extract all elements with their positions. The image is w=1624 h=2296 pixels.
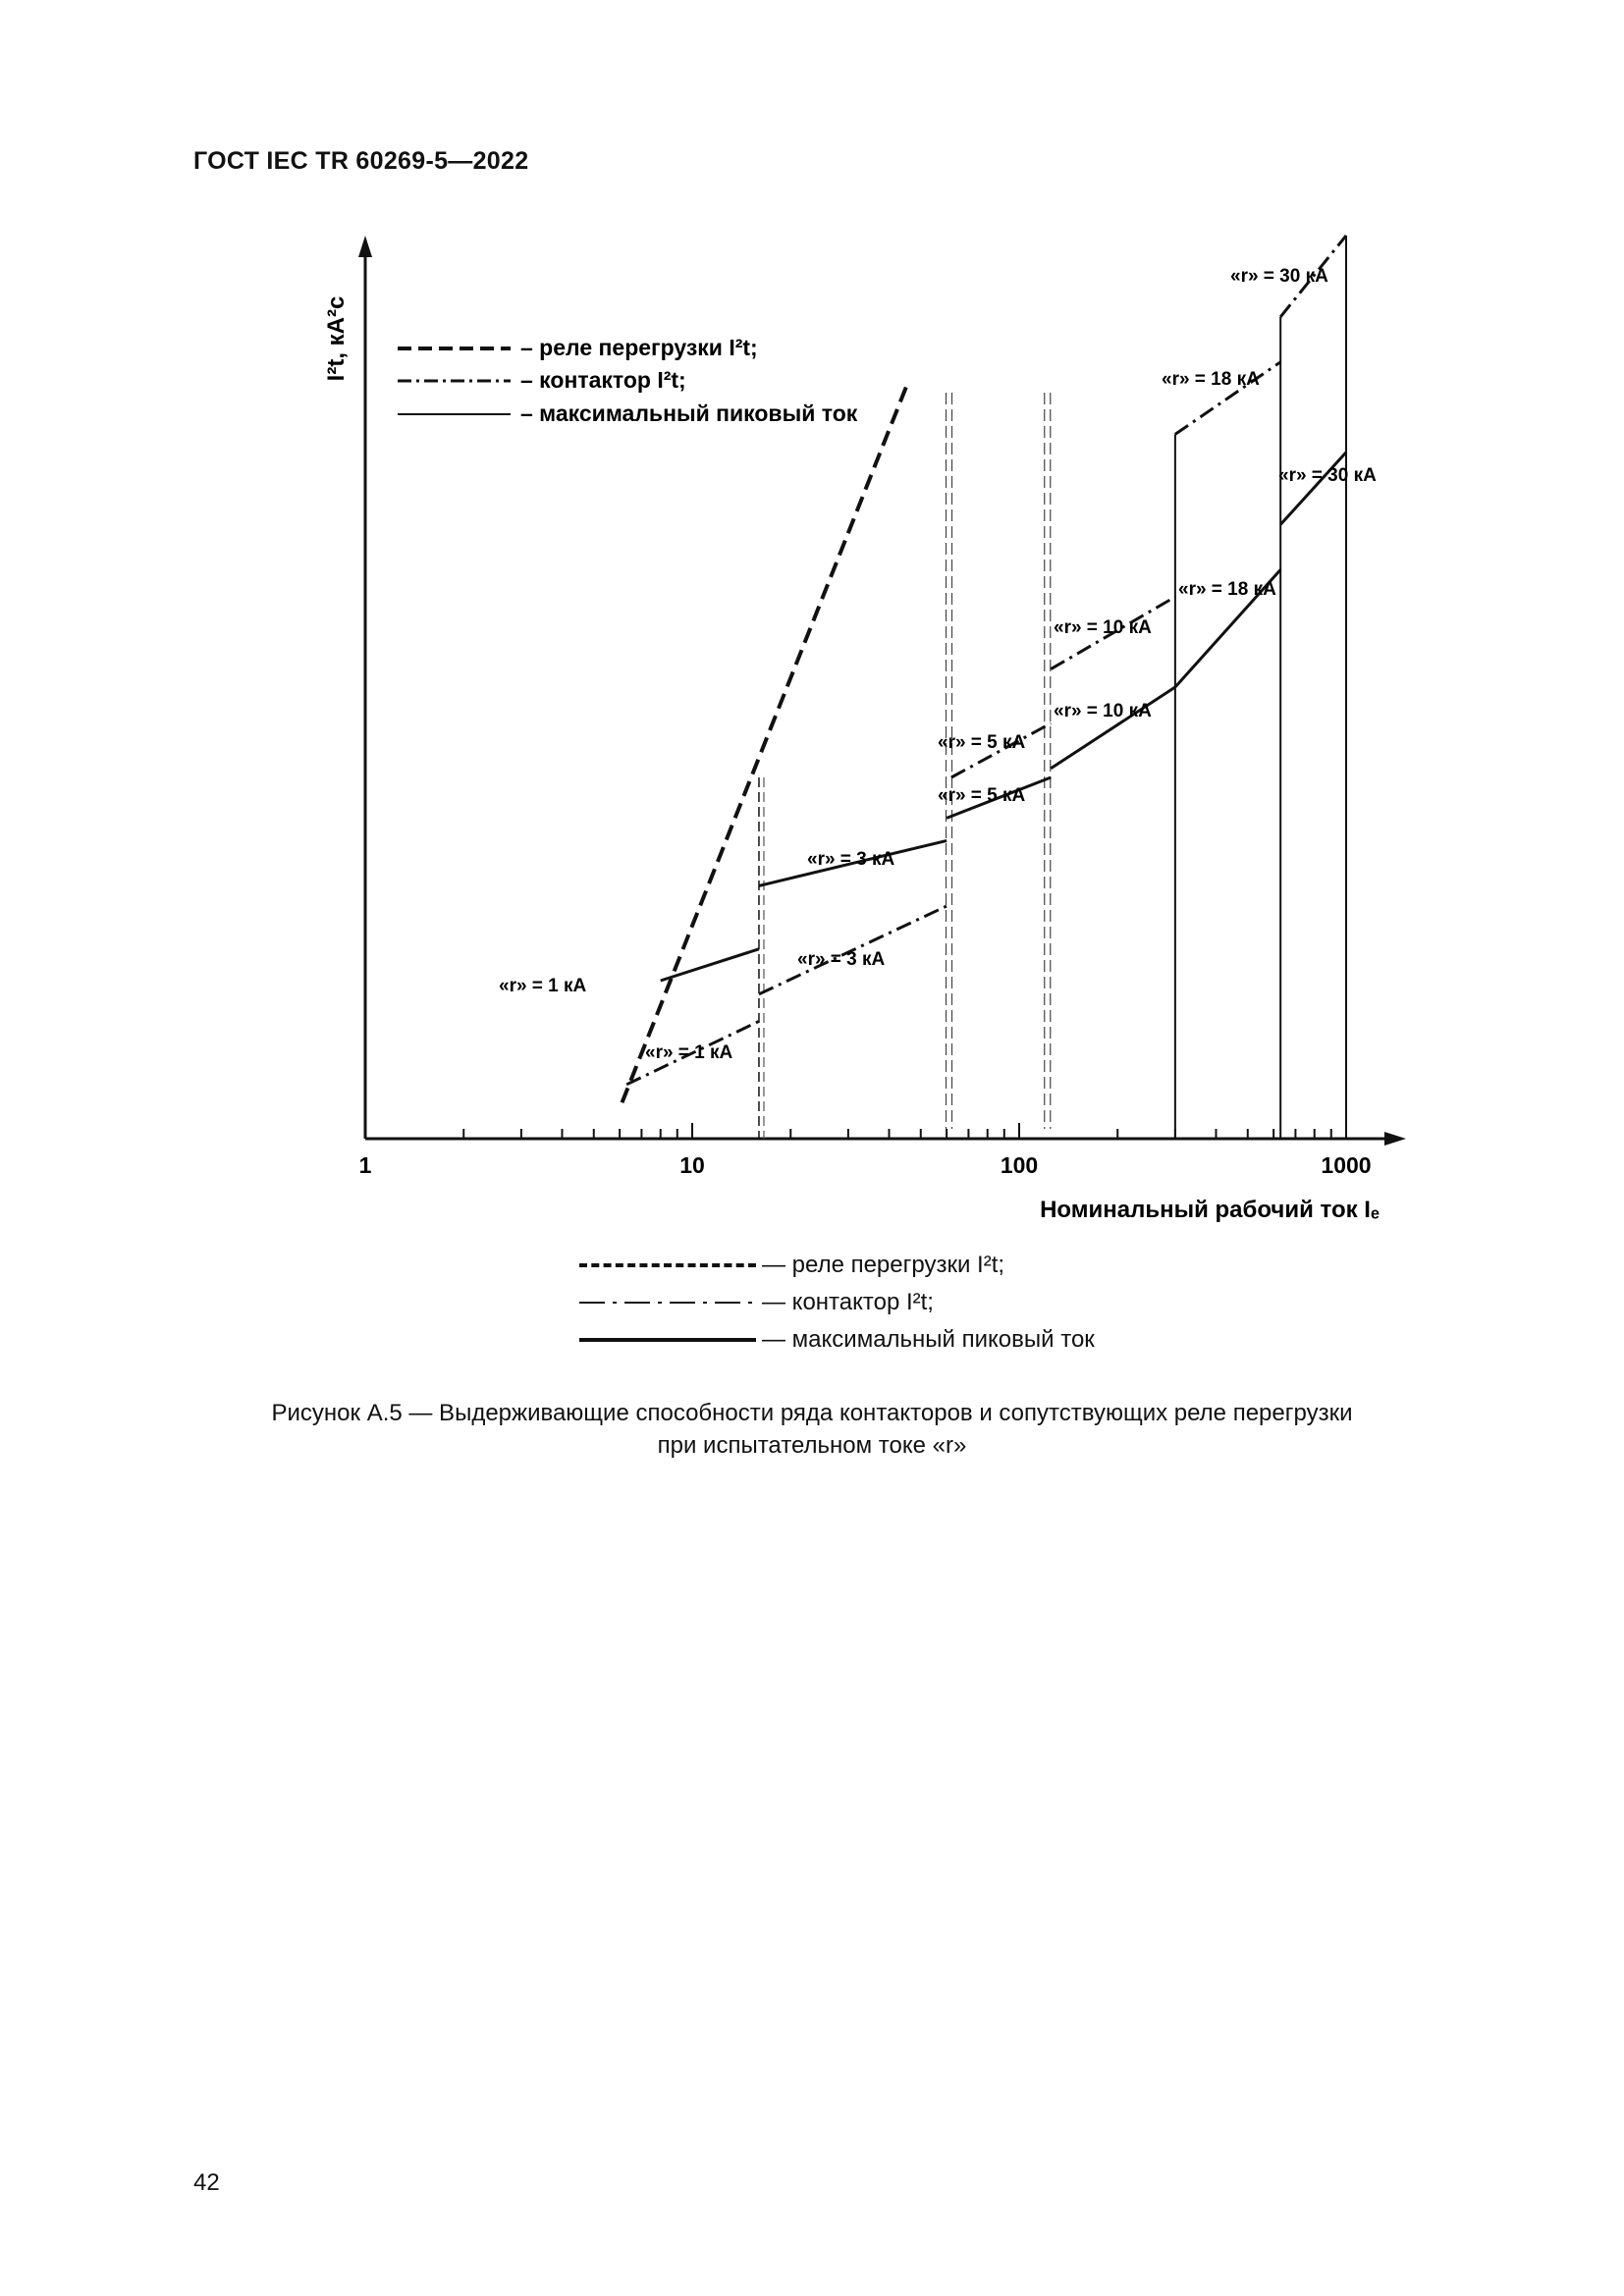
x-axis-tick-labels	[359, 1152, 1372, 1178]
inner-legend	[398, 335, 858, 426]
peak-current-segment	[1051, 687, 1175, 769]
x-axis-arrow-icon	[1384, 1132, 1406, 1146]
x-tick-label: 10	[679, 1152, 705, 1178]
annotation-dashdot-30ka: «r» = 30 кА	[1230, 266, 1328, 287]
figure-caption	[196, 1397, 1428, 1462]
legend-solid-label: – максимальный пиковый ток	[520, 400, 858, 426]
page-number: 42	[193, 2169, 220, 2196]
annotation-dashdot-3ka: «r» = 3 кА	[797, 949, 886, 970]
y-axis-arrow-icon	[358, 236, 372, 257]
caption-line: Рисунок А.5 — Выдерживающие способности ряда контакторов и сопутствующих реле перегрузки	[271, 1400, 1353, 1426]
caption-line: при испытательном токе «r»	[657, 1432, 967, 1459]
annotation-dashdot-18ka: «r» = 18 кА	[1162, 369, 1260, 390]
annotation-solid-5ka: «r» = 5 кА	[938, 785, 1026, 806]
x-axis-title: Номинальный рабочий ток Iₑ	[1040, 1197, 1380, 1223]
legend-label: — реле перегрузки I²t;	[762, 1252, 1005, 1278]
annotation-dashdot-5ka: «r» = 5 кА	[938, 732, 1026, 753]
legend-solid-swatch	[579, 1338, 756, 1342]
annotation-solid-3ka: «r» = 3 кА	[807, 849, 895, 870]
y-axis-title: I²t, кА²с	[323, 295, 350, 382]
peak-current-segment	[1280, 453, 1346, 525]
annotation-solid-10ka: «r» = 10 кА	[1054, 701, 1152, 721]
annotation-solid-30ka: «r» = 30 кА	[1278, 465, 1377, 486]
legend-dashdot-swatch	[579, 1300, 756, 1306]
bottom-legend-row	[579, 1284, 1095, 1321]
legend-dashdot-label: – контактор I²t;	[520, 367, 686, 393]
bottom-legend-row	[579, 1321, 1095, 1359]
bottom-legend-row	[579, 1247, 1095, 1284]
annotation-dashdot-10ka: «r» = 10 кА	[1054, 617, 1152, 638]
x-tick-label: 100	[1000, 1152, 1039, 1178]
bottom-legend	[579, 1247, 1095, 1359]
legend-label: — максимальный пиковый ток	[762, 1326, 1095, 1353]
legend-label: — контактор I²t;	[762, 1289, 934, 1315]
annotation-dashdot-1ka: «r» = 1 кА	[645, 1042, 733, 1063]
overload-relay-line	[623, 380, 909, 1102]
x-tick-label: 1	[358, 1152, 372, 1178]
annotation-solid-1ka: «r» = 1 кА	[499, 976, 587, 996]
legend-dashed-label: – реле перегрузки I²t;	[520, 335, 758, 360]
document-header: ГОСТ IEC TR 60269-5—2022	[193, 147, 529, 175]
x-axis-ticks	[365, 1123, 1346, 1139]
annotation-solid-18ka: «r» = 18 кА	[1178, 579, 1276, 600]
x-tick-label: 1000	[1321, 1152, 1372, 1178]
legend-dashed-swatch	[579, 1263, 756, 1267]
